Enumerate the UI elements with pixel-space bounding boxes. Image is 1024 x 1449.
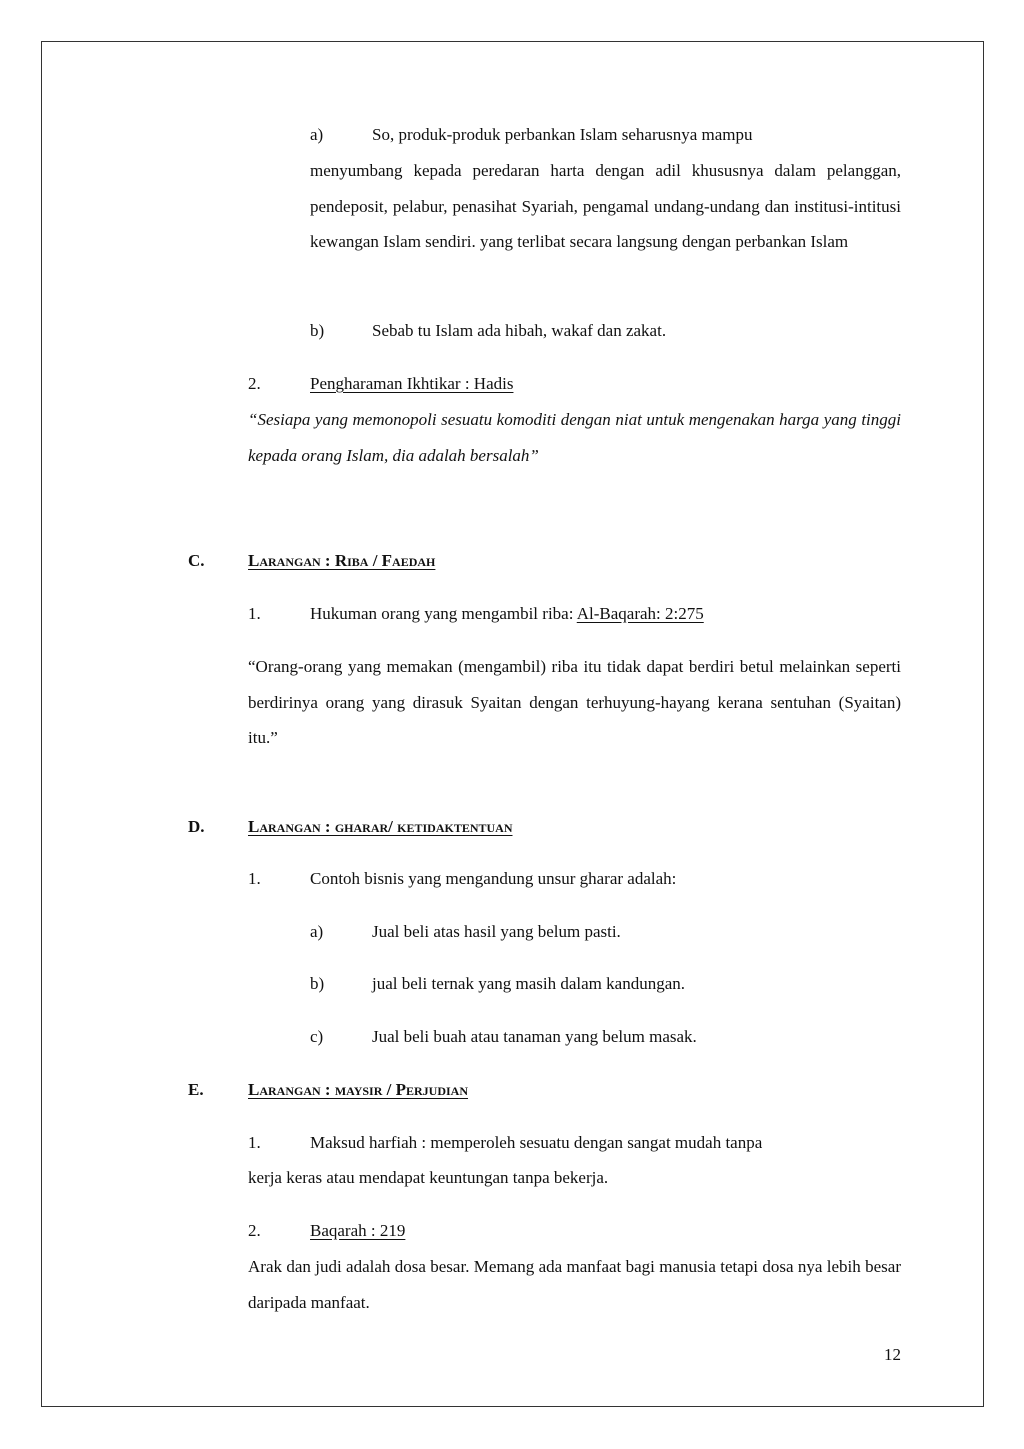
item-2-label: 2. [248, 374, 261, 393]
section-d-title: Larangan : gharar/ ketidaktentuan [248, 817, 513, 836]
page-number: 12 [884, 1345, 901, 1364]
section-d-item1-text: Contoh bisnis yang mengandung unsur gharar adalah: [310, 869, 677, 888]
item-2-heading: Pengharaman Ikhtikar : Hadis [310, 374, 514, 393]
section-e-item2-label: 2. [248, 1221, 261, 1240]
section-d-sub-a-text: Jual beli atas hasil yang belum pasti. [372, 922, 621, 941]
section-d-letter: D. [188, 817, 205, 836]
item-a-first-line: So, produk-produk perbankan Islam seharusnya mampu [372, 125, 753, 144]
section-e-letter: E. [188, 1080, 204, 1099]
section-d-sub-c-label: c) [310, 1027, 324, 1046]
section-c-quote: “Orang-orang yang memakan (mengambil) riba itu tidak dapat berdiri betul melainkan seperti berdirinya orang yang dirasuk Syaitan dengan terhuyung-hayang kerana sentuhan (Syaitan) itu.” [248, 657, 901, 747]
section-c-item1-ref: Al-Baqarah: 2:275 [576, 604, 704, 623]
section-d-sub-b-text: jual beli ternak yang masih dalam kandungan. [372, 974, 685, 993]
section-d-sub-a-label: a) [310, 922, 324, 941]
item-a-text: menyumbang kepada peredaran harta dengan adil khususnya dalam pelanggan, pendeposit, pelabur, penasihat Syariah, pengamal undang-undang dan institusi-intitusi kewangan Islam sendiri. yang terlibat secara langsung dengan perbankan Islam [310, 161, 901, 251]
section-e-item1-label: 1. [248, 1133, 261, 1152]
item-b-text: Sebab tu Islam ada hibah, wakaf dan zakat. [372, 321, 667, 340]
section-e-item1-rest: kerja keras atau mendapat keuntungan tanpa bekerja. [248, 1168, 609, 1187]
section-d-item1-label: 1. [248, 869, 261, 888]
section-d-sub-c-text: Jual beli buah atau tanaman yang belum masak. [372, 1027, 697, 1046]
section-e-item1-first: Maksud harfiah : memperoleh sesuatu dengan sangat mudah tanpa [310, 1133, 763, 1152]
item-a-label: a) [310, 125, 324, 144]
section-c-title: Larangan : Riba / Faedah [248, 551, 436, 570]
section-c-letter: C. [188, 551, 205, 570]
section-d-sub-b-label: b) [310, 974, 325, 993]
item-b-label: b) [310, 321, 325, 340]
section-e-item2-ref: Baqarah : 219 [310, 1221, 406, 1240]
section-c-item1-text: Hukuman orang yang mengambil riba: [310, 604, 577, 623]
hadis-quote: “Sesiapa yang memonopoli sesuatu komoditi dengan niat untuk mengenakan harga yang tinggi kepada orang Islam, dia adalah bersalah” [248, 410, 901, 465]
section-e-item2-text: Arak dan judi adalah dosa besar. Memang ada manfaat bagi manusia tetapi dosa nya lebih besar daripada manfaat. [248, 1257, 901, 1312]
section-e-title: Larangan : maysir / Perjudian [248, 1080, 469, 1099]
section-c-item1 [310, 596, 704, 632]
section-c-item1-label: 1. [248, 604, 261, 623]
